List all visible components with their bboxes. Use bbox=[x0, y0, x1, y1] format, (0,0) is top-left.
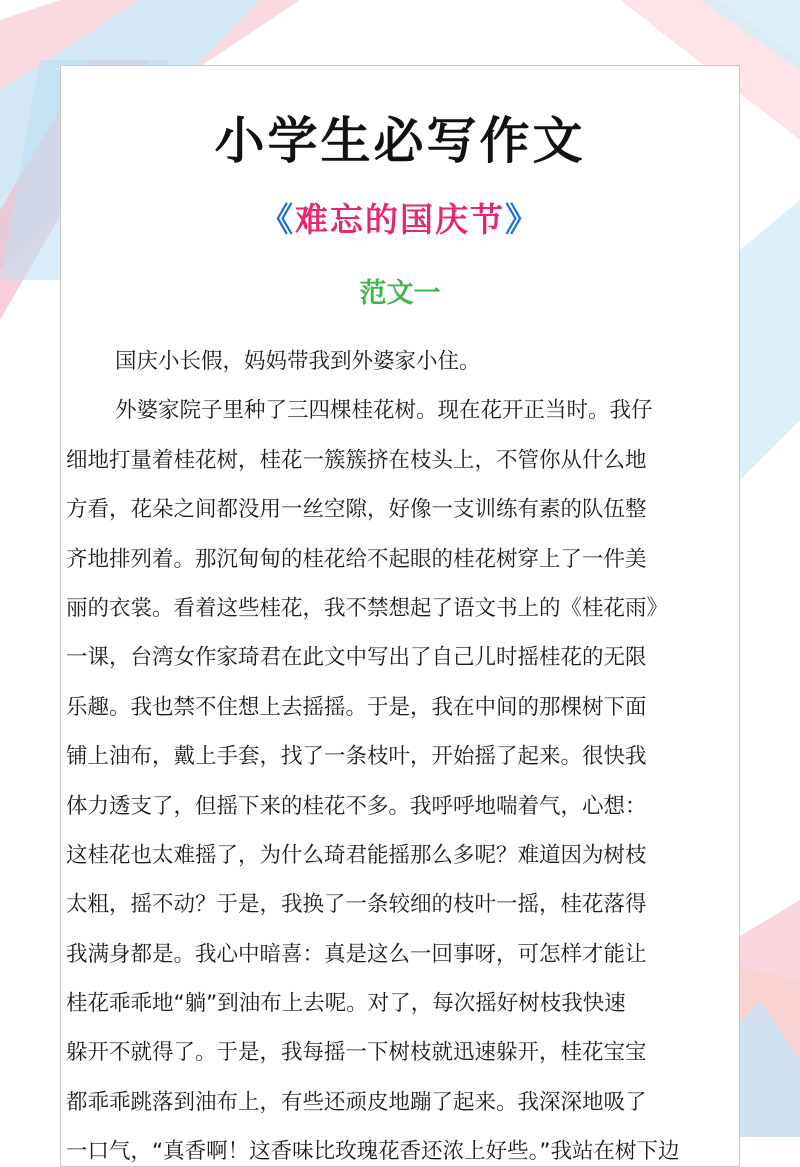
paragraph-line: 一口气，“真香啊！这香味比玫瑰花香还浓上好些。”我站在树下边 bbox=[66, 1139, 680, 1165]
paragraph-line: 乐趣。我也禁不住想上去摇摇。于是，我在中间的那棵树下面 bbox=[66, 694, 647, 720]
paragraph-line: 这桂花也太难摇了，为什么琦君能摇那么多呢？难道因为树枝 bbox=[66, 842, 647, 868]
paragraph-line: 一课，台湾女作家琦君在此文中写出了自己儿时摇桂花的无限 bbox=[66, 645, 647, 671]
paragraph-line: 细地打量着桂花树，桂花一簇簇挤在枝头上，不管你从什么地 bbox=[66, 447, 647, 473]
paragraph-line: 桂花乖乖地“躺”到油布上去呢。对了，每次摇好树枝我快速 bbox=[66, 991, 626, 1017]
document-page bbox=[60, 65, 740, 1167]
document-title: 小学生必写作文 bbox=[214, 112, 586, 170]
paragraph-line: 躲开不就得了。于是，我每摇一下树枝就迅速躲开，桂花宝宝 bbox=[66, 1040, 647, 1066]
sample-label: 范文一 bbox=[359, 278, 441, 309]
essay-body bbox=[66, 337, 736, 1167]
paragraph-line: 我满身都是。我心中暗喜：真是这么一回事呀，可怎样才能让 bbox=[66, 941, 647, 967]
paragraph-line: 外婆家院子里种了三四棵桂花树。现在花开正当时。我仔 bbox=[115, 398, 653, 424]
paragraph-line: 太粗，摇不动？于是，我换了一条较细的枝叶一摇，桂花落得 bbox=[66, 892, 647, 918]
paragraph-line: 国庆小长假，妈妈带我到外婆家小住。 bbox=[115, 349, 481, 374]
paragraph-line: 都乖乖跳落到油布上，有些还顽皮地蹦了起来。我深深地吸了 bbox=[66, 1089, 647, 1115]
essay-title bbox=[61, 198, 739, 242]
paragraph-line: 体力透支了，但摇下来的桂花不多。我呼呼地喘着气，心想： bbox=[66, 793, 647, 819]
paragraph-line: 方看，花朵之间都没用一丝空隙，好像一支训练有素的队伍整 bbox=[66, 497, 647, 523]
essay-title-close-quote: 》 bbox=[505, 200, 540, 239]
paragraph-line: 铺上油布，戴上手套，找了一条枝叶，开始摇了起来。很快我 bbox=[66, 744, 647, 770]
essay-title-text: 难忘的国庆节 bbox=[295, 200, 505, 239]
essay-title-open-quote: 《 bbox=[260, 200, 295, 239]
stripe-blue-right bbox=[740, 200, 800, 480]
paragraph-line: 丽的衣裳。看着这些桂花，我不禁想起了语文书上的《桂花雨》 bbox=[66, 595, 669, 621]
paragraph-line: 齐地排列着。那沉甸甸的桂花给不起眼的桂花树穿上了一件美 bbox=[66, 546, 647, 572]
